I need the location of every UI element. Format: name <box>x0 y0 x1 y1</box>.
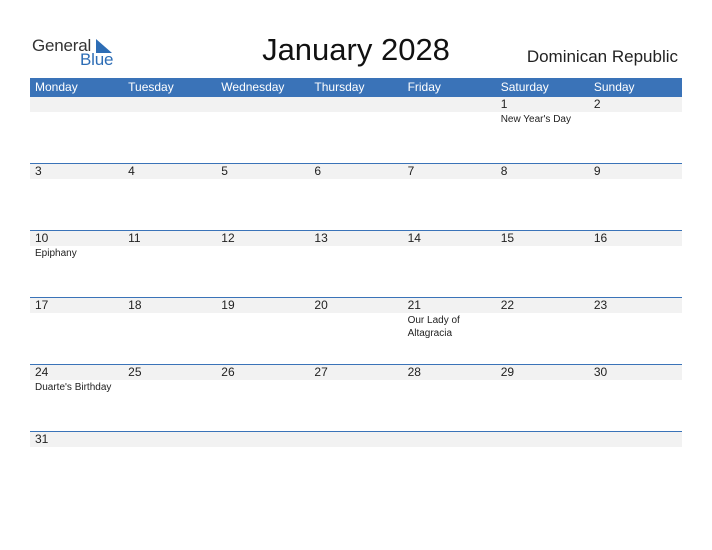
weekday-sunday: Sunday <box>593 80 635 94</box>
month-calendar <box>30 78 682 498</box>
weekday-saturday: Saturday <box>500 80 549 94</box>
week-days <box>30 432 682 498</box>
day-number <box>221 97 309 112</box>
day-cell <box>589 365 682 431</box>
day-cell <box>216 298 309 364</box>
holiday-label: Duarte's Birthday <box>35 382 112 393</box>
day-cell <box>496 164 589 230</box>
day-cell <box>216 231 309 297</box>
weekday-thursday: Thursday <box>314 80 365 94</box>
day-number: 20 <box>314 298 328 312</box>
day-number <box>128 97 216 112</box>
day-number: 28 <box>407 365 421 379</box>
week-days <box>30 365 682 431</box>
day-number <box>594 432 682 447</box>
week-days <box>30 97 682 163</box>
day-cell <box>496 298 589 364</box>
day-cell <box>496 432 589 498</box>
holiday-label: Our Lady of Altagracia <box>407 315 460 339</box>
day-number: 10 <box>35 231 49 245</box>
day-cell <box>309 432 402 498</box>
day-number: 27 <box>314 365 328 379</box>
day-cell <box>309 365 402 431</box>
day-number: 11 <box>128 231 141 245</box>
day-number: 14 <box>407 231 421 245</box>
day-cell <box>403 432 496 498</box>
day-number: 6 <box>314 164 322 178</box>
day-number: 24 <box>35 365 49 379</box>
day-cell <box>123 365 216 431</box>
day-cell <box>123 164 216 230</box>
day-cell <box>309 298 402 364</box>
day-number: 3 <box>35 164 42 178</box>
day-cell <box>123 432 216 498</box>
day-cell <box>403 164 496 230</box>
day-number: 9 <box>593 164 601 178</box>
calendar-weeks <box>30 97 682 498</box>
day-cell <box>589 231 682 297</box>
day-number: 18 <box>128 298 142 312</box>
day-number: 30 <box>593 365 608 379</box>
calendar-week <box>30 431 682 498</box>
day-number: 8 <box>500 164 508 178</box>
day-number: 26 <box>221 365 235 379</box>
country-name: Dominican Republic <box>526 47 678 66</box>
day-cell <box>496 365 589 431</box>
calendar-week <box>30 230 682 297</box>
week-days <box>30 231 682 297</box>
day-number: 19 <box>221 298 235 312</box>
day-cell <box>30 298 123 364</box>
holiday-label: Epiphany <box>35 248 77 259</box>
weekday-monday: Monday <box>35 80 78 94</box>
weekday-tuesday: Tuesday <box>128 80 174 94</box>
day-cell <box>30 365 123 431</box>
day-number <box>408 432 496 447</box>
calendar-week <box>30 364 682 431</box>
day-cell <box>589 164 682 230</box>
day-number <box>314 97 402 112</box>
day-number: 21 <box>407 298 421 312</box>
holiday-label: New Year's Day <box>500 114 571 125</box>
day-cell <box>309 231 402 297</box>
calendar-week <box>30 163 682 230</box>
day-cell <box>403 365 496 431</box>
day-cell <box>216 365 309 431</box>
day-number <box>314 432 402 447</box>
day-number <box>35 97 123 112</box>
day-cell <box>496 97 589 163</box>
day-number: 16 <box>593 231 608 245</box>
weekday-friday: Friday <box>407 80 441 94</box>
day-number <box>501 432 589 447</box>
day-cell <box>30 164 123 230</box>
day-number <box>128 432 216 447</box>
day-cell <box>589 298 682 364</box>
day-number: 17 <box>35 298 49 312</box>
day-number: 5 <box>221 164 228 178</box>
day-number: 25 <box>128 365 142 379</box>
week-days <box>30 298 682 364</box>
day-cell <box>216 432 309 498</box>
day-cell <box>123 231 216 297</box>
day-cell <box>403 231 496 297</box>
day-number <box>408 97 496 112</box>
day-number: 4 <box>128 164 135 178</box>
day-cell <box>123 97 216 163</box>
calendar-week <box>30 297 682 364</box>
day-number: 23 <box>593 298 608 312</box>
day-cell <box>496 231 589 297</box>
day-cell <box>216 97 309 163</box>
day-number: 15 <box>500 231 515 245</box>
logo-word-blue: Blue <box>80 50 114 69</box>
day-number: 12 <box>221 231 235 245</box>
day-cell <box>30 97 123 163</box>
day-cell <box>30 231 123 297</box>
day-cell <box>123 298 216 364</box>
day-cell <box>403 97 496 163</box>
day-number: 2 <box>593 97 601 111</box>
calendar-title: January 2028 <box>262 32 450 67</box>
day-number: 7 <box>407 164 415 178</box>
day-cell <box>30 432 123 498</box>
day-cell <box>309 97 402 163</box>
logo-word-general: General <box>32 36 92 55</box>
weekday-header <box>30 78 682 97</box>
calendar-week <box>30 97 682 163</box>
day-cell <box>309 164 402 230</box>
day-number: 13 <box>314 231 328 245</box>
day-number: 1 <box>500 97 508 111</box>
day-cell <box>216 164 309 230</box>
day-cell <box>589 97 682 163</box>
day-number <box>221 432 309 447</box>
week-days <box>30 164 682 230</box>
day-number: 31 <box>35 432 49 446</box>
day-number: 22 <box>500 298 515 312</box>
day-cell <box>589 432 682 498</box>
day-number: 29 <box>500 365 515 379</box>
day-cell <box>403 298 496 364</box>
weekday-wednesday: Wednesday <box>221 80 285 94</box>
